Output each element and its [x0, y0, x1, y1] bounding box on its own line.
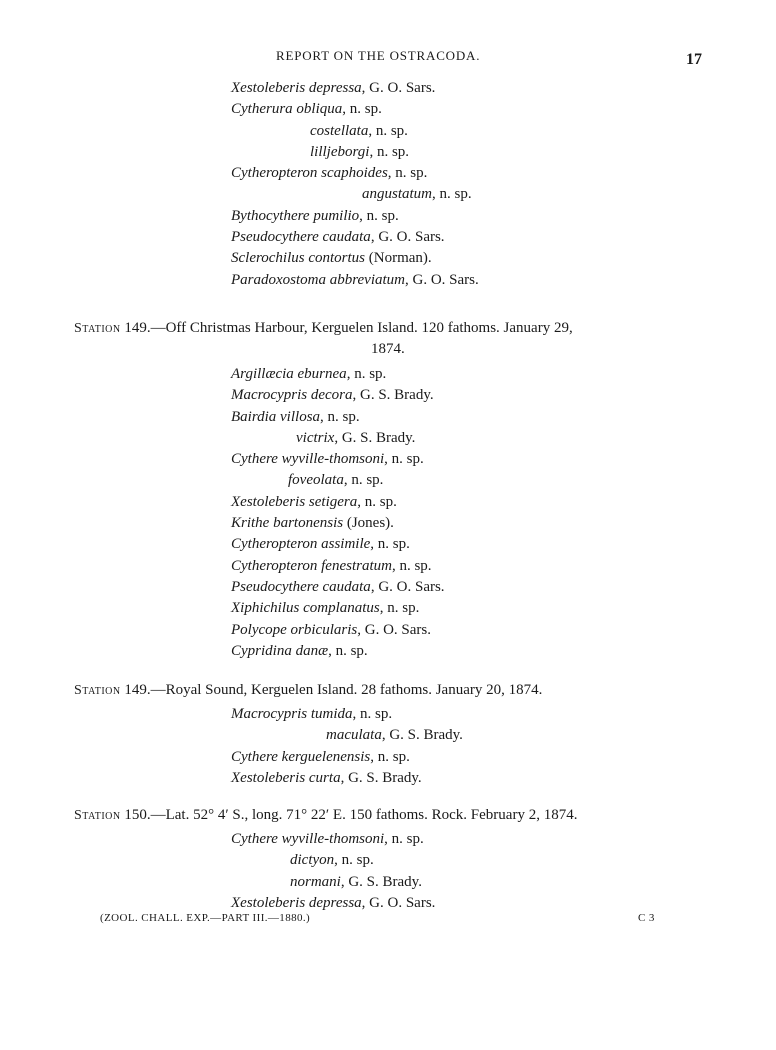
species-authority: , G. O. Sars. — [405, 271, 479, 288]
page-footer — [0, 912, 776, 928]
species-authority: , G. O. Sars. — [370, 229, 445, 246]
species-name: Cythere kerguelenensis — [231, 748, 371, 765]
species-name: Xiphichilus complanatus — [231, 600, 380, 617]
species-entry — [0, 641, 776, 662]
species-entry — [0, 121, 776, 142]
station-label: Station — [74, 683, 121, 698]
station-heading-continuation: 1874. — [371, 341, 405, 357]
species-entry — [0, 768, 776, 789]
species-name: dictyon — [290, 852, 335, 869]
species-authority: (Norman). — [365, 250, 432, 267]
species-authority: , G. O. Sars. — [361, 894, 436, 911]
species-name: Macrocypris tumida — [231, 706, 353, 722]
station-label: Station — [74, 321, 121, 336]
species-name: Xestoleberis depressa — [231, 894, 362, 911]
species-name: Polycope orbicularis — [231, 621, 358, 638]
species-authority: , n. sp. — [352, 706, 393, 722]
species-authority: , n. sp. — [320, 408, 360, 425]
species-authority: , n. sp. — [334, 852, 374, 869]
species-entry — [0, 747, 776, 768]
species-entry — [0, 492, 776, 513]
species-list — [0, 829, 776, 914]
species-authority: , n. sp. — [368, 122, 408, 139]
species-name: Argillæcia eburnea — [231, 366, 347, 382]
species-name: Xestoleberis depressa — [231, 80, 362, 96]
species-authority: , n. sp. — [346, 366, 387, 382]
species-entry — [0, 872, 776, 893]
station-section — [0, 805, 776, 914]
station-section — [0, 318, 776, 662]
species-authority: , n. sp. — [328, 642, 368, 659]
species-entry — [0, 534, 776, 555]
footer-text: (ZOOL. CHALL. EXP.—PART III.—1880.) — [100, 912, 311, 924]
station-heading — [0, 318, 776, 339]
species-entry — [0, 577, 776, 598]
species-name: foveolata — [288, 472, 344, 489]
station-section — [0, 680, 776, 789]
species-name: Bythocythere pumilio — [231, 207, 360, 224]
species-authority: , n. sp. — [359, 207, 399, 224]
species-authority: , G. S. Brady. — [334, 429, 416, 446]
page-header — [0, 48, 776, 68]
station-heading — [0, 680, 776, 701]
species-entry — [0, 829, 776, 850]
species-entry — [0, 470, 776, 491]
species-authority: , n. sp. — [370, 536, 410, 553]
signature-mark: C 3 — [638, 912, 655, 924]
species-authority: , n. sp. — [384, 451, 424, 468]
species-authority: , n. sp. — [343, 472, 384, 489]
species-authority: , n. sp. — [387, 165, 428, 182]
species-entry — [0, 142, 776, 163]
species-name: maculata — [326, 727, 382, 744]
species-authority: , G. O. Sars. — [361, 80, 436, 96]
species-name: Cypridina danæ — [231, 642, 329, 659]
species-name: victrix — [296, 429, 335, 446]
species-entry — [0, 407, 776, 428]
species-name: Sclerochilus contortus — [231, 250, 366, 267]
species-name: Cytheropteron scaphoides — [231, 165, 388, 182]
species-authority: , n. sp. — [370, 748, 410, 765]
species-name: Paradoxostoma abbreviatum — [231, 271, 406, 288]
species-entry — [0, 850, 776, 871]
species-authority: , n. sp. — [357, 493, 397, 510]
species-entry — [0, 227, 776, 248]
station-label: Station — [74, 808, 121, 823]
species-name: Pseudocythere caudata — [231, 578, 371, 595]
species-authority: , G. S. Brady. — [381, 727, 463, 744]
species-name: Cythere wyville-thomsoni — [231, 451, 385, 468]
species-name: Xestoleberis curta — [231, 769, 341, 786]
species-entry — [0, 248, 776, 269]
species-entry — [0, 556, 776, 577]
species-name: Macrocypris decora — [231, 387, 353, 404]
species-entry — [0, 364, 776, 385]
species-list — [0, 364, 776, 662]
species-entry — [0, 428, 776, 449]
species-entry — [0, 513, 776, 534]
species-list — [0, 704, 776, 789]
page-number: 17 — [686, 51, 702, 68]
species-entry — [0, 449, 776, 470]
species-name: Cytherura obliqua — [231, 101, 343, 118]
species-entry — [0, 270, 776, 291]
species-authority: , n. sp. — [384, 831, 424, 847]
species-authority: , G. S. Brady. — [352, 387, 434, 404]
species-name: normani — [290, 873, 341, 890]
species-name: Xestoleberis setigera — [231, 493, 358, 510]
species-name: angustatum — [362, 186, 433, 203]
species-authority: , G. S. Brady. — [340, 769, 422, 786]
intro-species-block — [0, 78, 776, 291]
species-entry — [0, 385, 776, 406]
species-name: Bairdia villosa — [231, 408, 321, 425]
species-authority: , n. sp. — [391, 557, 432, 574]
species-entry — [0, 206, 776, 227]
species-authority: , G. S. Brady. — [340, 873, 422, 890]
running-title: REPORT ON THE OSTRACODA. — [276, 48, 481, 63]
species-authority: , n. sp. — [369, 143, 410, 160]
species-entry — [0, 78, 776, 99]
station-details: 149.—Off Christmas Harbour, Kerguelen Island. 120 fathoms. January 29, — [120, 320, 573, 336]
species-entry — [0, 99, 776, 120]
species-authority: , G. O. Sars. — [370, 578, 445, 595]
species-authority: , G. O. Sars. — [357, 621, 431, 638]
species-entry — [0, 184, 776, 205]
species-name: Cytheropteron assimile — [231, 536, 371, 553]
species-authority: , n. sp. — [379, 600, 420, 617]
species-list — [0, 78, 776, 291]
species-authority: , n. sp. — [342, 101, 382, 118]
species-name: costellata — [310, 122, 369, 139]
species-entry — [0, 598, 776, 619]
species-authority: (Jones). — [343, 515, 394, 532]
station-heading — [0, 805, 776, 826]
species-entry — [0, 704, 776, 725]
species-entry — [0, 163, 776, 184]
species-name: Pseudocythere caudata — [231, 229, 371, 246]
station-details: 149.—Royal Sound, Kerguelen Island. 28 fathoms. January 20, 1874. — [120, 682, 543, 698]
species-name: Krithe bartonensis — [231, 515, 344, 532]
species-entry — [0, 725, 776, 746]
station-details: 150.—Lat. 52° 4′ S., long. 71° 22′ E. 150 fathoms. Rock. February 2, 1874. — [120, 807, 578, 823]
species-name: Cytheropteron fenestratum — [231, 557, 392, 574]
species-authority: , n. sp. — [432, 186, 472, 203]
species-name: lilljeborgi — [310, 143, 370, 160]
species-entry — [0, 620, 776, 641]
species-name: Cythere wyville-thomsoni — [231, 831, 385, 847]
species-entry — [0, 893, 776, 914]
